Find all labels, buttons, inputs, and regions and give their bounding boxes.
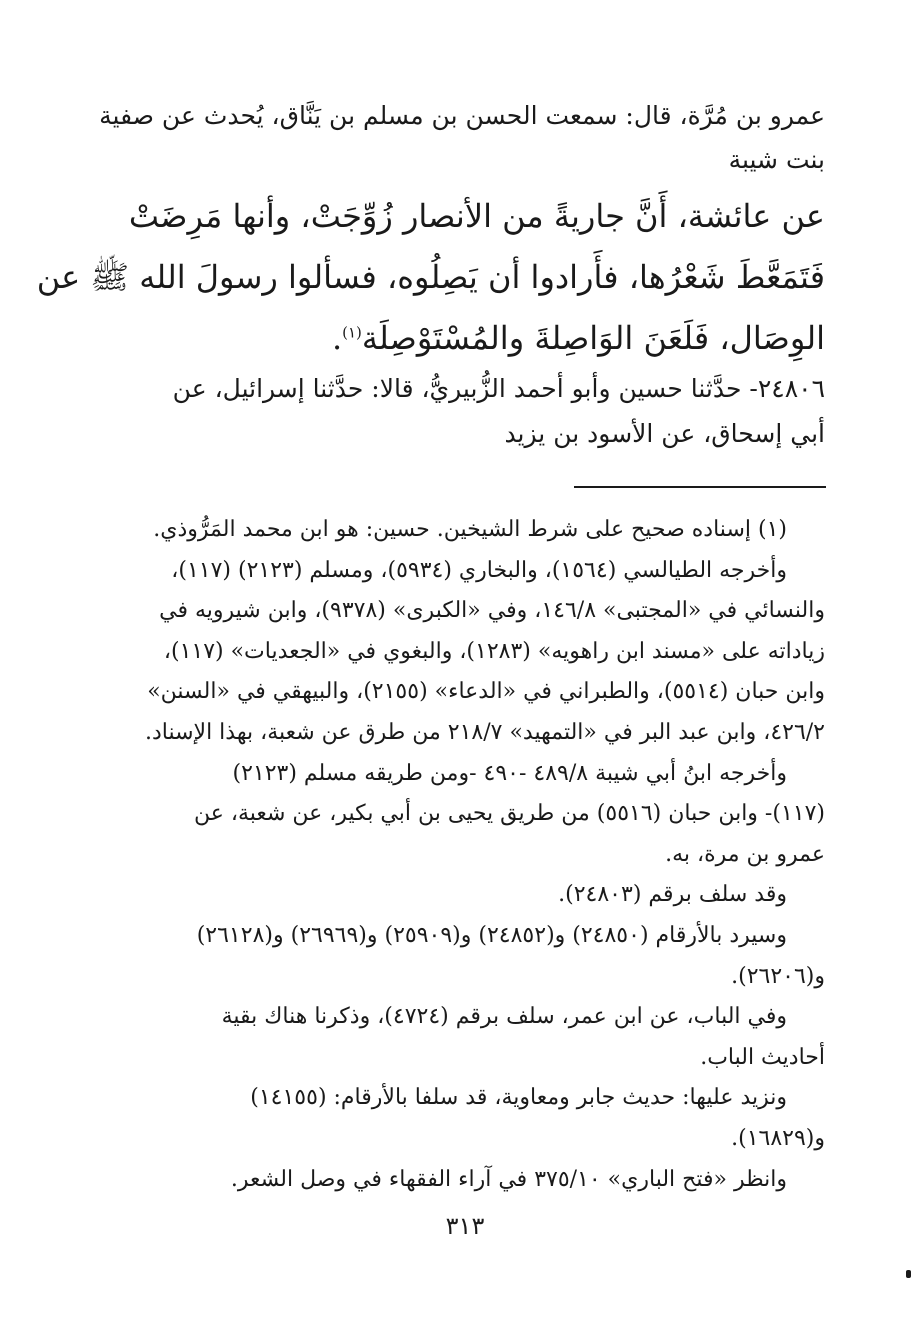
- footnote-line: وانظر «فتح الباري» ٣٧٥/١٠ في آراء الفقهاء في وصل الشعر.: [230, 1166, 787, 1192]
- footnote-line: وقد سلف برقم (٢٤٨٠٣).: [558, 882, 787, 908]
- footnote-line: (١١٧)- وابن حبان (٥٥١٦) من طريق يحيى بن أبي بكير، عن شعبة، عن: [193, 801, 825, 827]
- footnote-line: عمرو بن مرة، به.: [665, 841, 825, 867]
- footnote-line: (١) إسناده صحيح على شرط الشيخين. حسين: هو ابن محمد المَرُّوذي.: [153, 517, 787, 542]
- hadith-text-period: .: [331, 319, 343, 357]
- hadith-text-line: فَتَمَعَّطَ شَعْرُها، فأَرادوا أن يَصِلُوه، فسألوا رسولَ الله ﷺ عن: [36, 258, 825, 296]
- footnote-divider: [574, 486, 826, 488]
- hadith-24806: [120, 366, 825, 456]
- footnote-line: زياداته على «مسند ابن راهويه» (١٢٨٣)، والبغوي في «الجعديات» (١١٧)،: [163, 638, 825, 664]
- footnote-line: ونزيد عليها: حديث جابر ومعاوية، قد سلفا بالأرقام: (١٤١٥٥): [250, 1085, 787, 1111]
- footnote-marker: (١): [342, 323, 362, 342]
- footnote-line: وأخرجه الطيالسي (١٥٦٤)، والبخاري (٥٩٣٤)، ومسلم (٢١٢٣) (١١٧)،: [171, 557, 787, 583]
- isnad-line: بنت شيبة: [728, 145, 825, 174]
- hadith-text-final: الوِصَال، فَلَعَنَ الوَاصِلةَ والمُسْتَوْصِلَة: [361, 319, 825, 357]
- footnotes: [120, 510, 825, 1200]
- footnote-line: والنسائي في «المجتبى» ١٤٦/٨، وفي «الكبرى» (٩٣٧٨)، وابن شيرويه في: [159, 598, 825, 624]
- footnote-line: وأخرجه ابنُ أبي شيبة ٤٨٩/٨ -٤٩٠ -ومن طريقه مسلم (٢١٢٣): [232, 760, 787, 786]
- footnote-line: وسيرد بالأرقام (٢٤٨٥٠) و(٢٤٨٥٢) و(٢٥٩٠٩) و(٢٦٩٦٩) و(٢٦١٢٨): [196, 922, 787, 948]
- isnad-line: عمرو بن مُرَّة، قال: سمعت الحسن بن مسلم بن يَنَّاق، يُحدث عن صفية: [99, 101, 825, 130]
- footnote-line: وابن حبان (٥٥١٤)، والطبراني في «الدعاء» (٢١٥٥)، والبيهقي في «السنن»: [147, 679, 825, 705]
- footnote-line: أحاديث الباب.: [700, 1044, 825, 1070]
- footnote-line: و(٢٦٢٠٦).: [731, 963, 825, 989]
- isnad-continuation: [99, 94, 825, 182]
- page-number: ٣١٣: [445, 1212, 485, 1240]
- footnote-line: وفي الباب، عن ابن عمر، سلف برقم (٤٧٢٤)، وذكرنا هناك بقية: [221, 1004, 787, 1030]
- scan-edge-mark: [906, 1270, 911, 1278]
- footnote-line: و(١٦٨٢٩).: [731, 1125, 825, 1151]
- hadith-text-line: [120, 308, 825, 369]
- hadith-line: أبي إسحاق، عن الأسود بن يزيد: [504, 419, 825, 448]
- hadith-line: ٢٤٨٠٦- حدَّثنا حسين وأبو أحمد الزُّبيريُّ، قالا: حدَّثنا إسرائيل، عن: [172, 374, 825, 403]
- hadith-text-line: عن عائشة، أَنَّ جاريةً من الأنصار زُوِّجَتْ، وأنها مَرِضَتْ: [128, 197, 825, 235]
- hadith-text: [36, 186, 825, 369]
- footnote-line: ٤٢٦/٢، وابن عبد البر في «التمهيد» ٢١٨/٧ من طرق عن شعبة، بهذا الإسناد.: [144, 719, 825, 745]
